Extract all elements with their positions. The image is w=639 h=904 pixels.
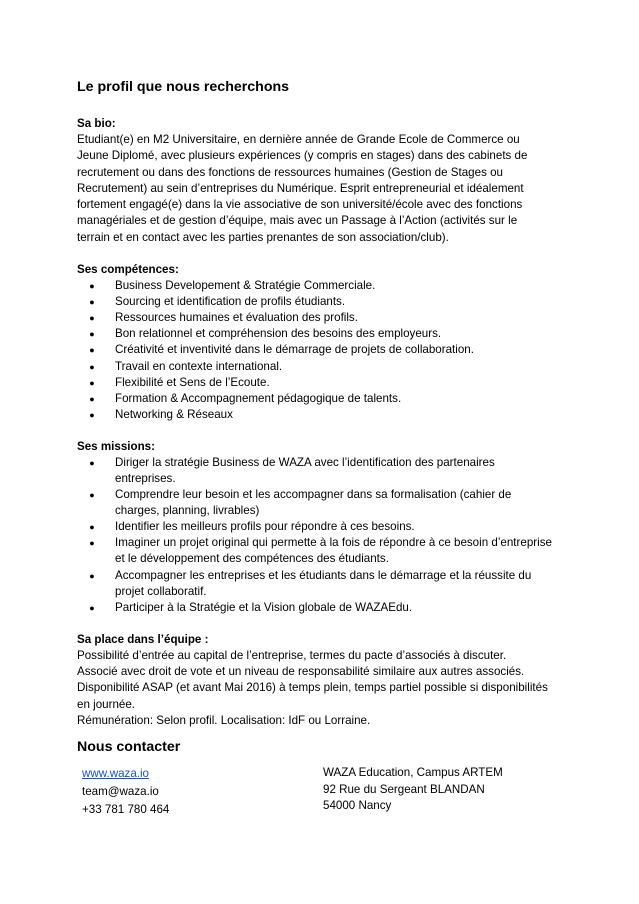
bio-line: Recrutement) au sein d’entreprises du Numérique. Esprit entrepreneurial et idéalement [77, 181, 524, 195]
team-place-line: Associé avec droit de vote et un niveau de responsabilité similaire aux autres associés. [77, 665, 525, 679]
team-place-line: Rémunération: Selon profil. Localisation: IdF ou Lorraine. [77, 714, 371, 728]
bullet-icon: ● [89, 313, 95, 324]
bullet-icon: ● [89, 602, 95, 613]
mission-item: ● Accompagner les entreprises et les étudiants dans le démarrage et la réussite du projet collaboratif. [77, 568, 577, 600]
address-line: WAZA Education, Campus ARTEM [323, 766, 503, 779]
mission-item: ● Identifier les meilleurs profils pour répondre à ces besoins. [77, 519, 577, 535]
contact-title: Nous contacter [77, 739, 181, 755]
mission-item: ● Diriger la stratégie Business de WAZA avec l’identification des partenaires entreprises. [77, 455, 577, 487]
address-line: 54000 Nancy [323, 799, 392, 812]
bio-line: Jeune Diplomé, avec plusieurs expériences (y compris en stages) dans des cabinets de [77, 149, 528, 163]
address-line: 92 Rue du Sergeant BLANDAN [323, 782, 485, 796]
skill-item: ● Bon relationnel et compréhension des besoins des employeurs. [77, 326, 577, 342]
skill-item: ● Networking & Réseaux [77, 407, 577, 423]
skill-item: ● Travail en contexte international. [77, 359, 577, 375]
skill-item: ● Créativité et inventivité dans le démarrage de projets de collaboration. [77, 342, 577, 358]
bio-line: recrutement ou dans des fonctions de ressources humaines (Gestion de Stages ou [77, 165, 503, 179]
bullet-icon: ● [89, 361, 95, 372]
bio-heading: Sa bio: [77, 117, 116, 130]
skill-item: ● Sourcing et identification de profils étudiants. [77, 294, 577, 310]
mission-item: ● Comprendre leur besoin et les accompagner dans sa formalisation (cahier de charges, planning, livrables) [77, 487, 577, 519]
bullet-icon: ● [89, 281, 95, 292]
bullet-icon: ● [89, 522, 95, 533]
skills-list [77, 278, 577, 423]
bio-text [77, 132, 577, 246]
bio-line: managériales et de gestion d’équipe, mais avec un Passage à l’Action (activités sur le [77, 214, 518, 228]
skill-item: ● Ressources humaines et évaluation des profils. [77, 310, 577, 326]
team-place-line: en journée. [77, 697, 136, 711]
website-link[interactable]: www.waza.io [82, 767, 150, 780]
missions-list [77, 455, 577, 616]
missions-heading: Ses missions: [77, 439, 155, 453]
profile-title: Le profil que nous recherchons [77, 79, 290, 95]
mission-item: ● Imaginer un projet original qui permette à la fois de répondre à ce besoin d’entreprise et le développement des compétences des étudiants. [77, 535, 577, 567]
profile-section [77, 78, 577, 729]
bullet-icon: ● [89, 377, 95, 388]
bullet-icon: ● [89, 393, 95, 404]
bullet-icon: ● [89, 297, 95, 308]
bullet-icon: ● [89, 457, 95, 468]
skill-item: ● Flexibilité et Sens de l’Ecoute. [77, 375, 577, 391]
team-place-heading: Sa place dans l’équipe : [77, 632, 209, 646]
bullet-icon: ● [89, 570, 95, 581]
contact-details [82, 765, 169, 819]
skill-item: ● Business Developement & Stratégie Commerciale. [77, 278, 577, 294]
bullet-icon: ● [89, 345, 95, 356]
address-block [323, 765, 503, 815]
team-place-text [77, 648, 577, 729]
bio-line: Etudiant(e) en M2 Universitaire, en dernière année de Grande Ecole de Commerce ou [77, 133, 520, 146]
skill-item: ● Formation & Accompagnement pédagogique de talents. [77, 391, 577, 407]
mission-item: ● Participer à la Stratégie et la Vision globale de WAZAEdu. [77, 600, 577, 616]
bullet-icon: ● [89, 329, 95, 340]
bullet-icon: ● [89, 409, 95, 420]
email-text: team@waza.io [82, 785, 159, 798]
bio-line: fortement engagé(e) dans la vie associative de son université/école avec des fonctions [77, 198, 523, 212]
phone-text: +33 781 780 464 [82, 803, 170, 816]
team-place-line: Disponibilité ASAP (et avant Mai 2016) à temps plein, temps partiel possible si disponibilités [77, 681, 548, 695]
skills-heading: Ses compétences: [77, 263, 179, 277]
bullet-icon: ● [89, 490, 95, 501]
bio-line: terrain et en contact avec les parties prenantes de son association/club). [77, 230, 449, 244]
bullet-icon: ● [89, 538, 95, 549]
team-place-line: Possibilité d’entrée au capital de l’entreprise, termes du pacte d’associés à discuter. [77, 648, 507, 662]
